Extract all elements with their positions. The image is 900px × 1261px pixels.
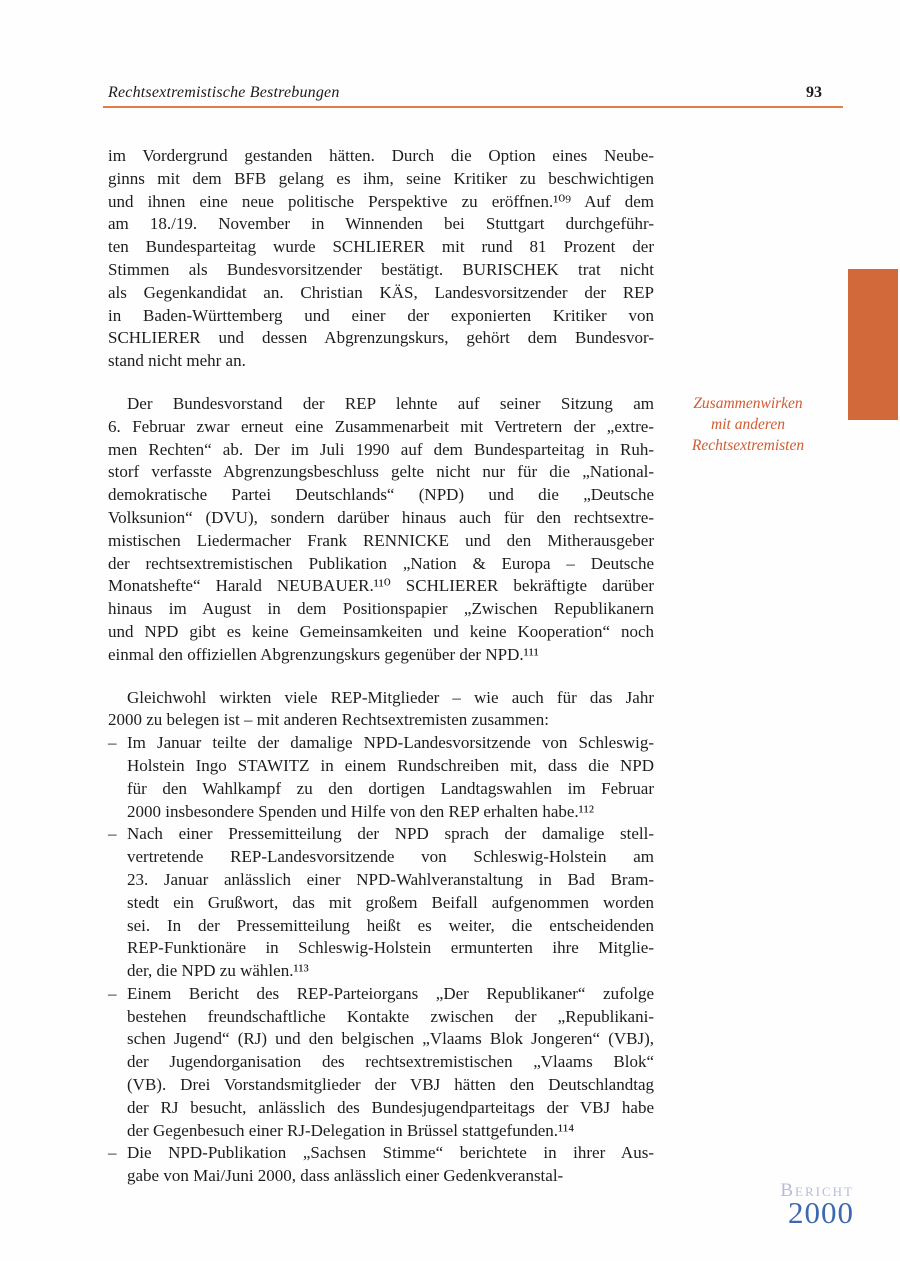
text-line: vertretende REP-Landesvorsitzende von Schleswig-Holstein am (127, 847, 654, 867)
text-line: Einem Bericht des REP-Parteiorgans „Der Republikaner“ zufolge (127, 983, 654, 1003)
text-line: storf verfasste Abgrenzungsbeschluss gelte nicht nur für die „National- (108, 462, 654, 482)
text-line: als Gegenkandidat an. Christian KÄS, Landesvorsitzender der REP (108, 282, 654, 302)
margin-note-line: Rechtsextremisten (691, 437, 805, 454)
page-number: 93 (806, 84, 822, 101)
paragraph (108, 393, 654, 667)
text-line: der RJ besucht, anlässlich des Bundesjugendparteitags der VBJ habe (127, 1097, 654, 1117)
text-line: 23. Januar anlässlich einer NPD-Wahlveranstaltung in Bad Bram- (127, 869, 654, 889)
text-line: einmal den offiziellen Abgrenzungskurs gegenüber der NPD.¹¹¹ (108, 644, 539, 664)
text-line: ten Bundesparteitag wurde SCHLIERER mit rund 81 Prozent der (108, 237, 654, 257)
text-line: gabe von Mai/Juni 2000, dass anlässlich einer Gedenkveranstal- (127, 1166, 564, 1186)
report-logo-bericht: Bericht (780, 1180, 854, 1201)
text-line: der rechtsextremistischen Publikation „Nation & Europa – Deutsche (108, 553, 654, 573)
text-line: 6. Februar zwar erneut eine Zusammenarbeit mit Vertretern der „extre- (108, 416, 654, 436)
text-line: mistischen Liedermacher Frank RENNICKE und den Mitherausgeber (108, 530, 654, 550)
text-line: bestehen freundschaftliche Kontakte zwischen der „Republikani- (127, 1006, 654, 1026)
text-line: Der Bundesvorstand der REP lehnte auf seiner Sitzung am (127, 393, 654, 413)
text-line: Stimmen als Bundesvorsitzender bestätigt. BURISCHEK trat nicht (108, 259, 654, 279)
text-line: REP-Funktionäre in Schleswig-Holstein ermunterten ihre Mitglie- (127, 938, 654, 958)
text-line: 2000 insbesondere Spenden und Hilfe von den REP erhalten habe.¹¹² (127, 801, 594, 821)
text-line: Nach einer Pressemitteilung der NPD sprach der damalige stell- (127, 824, 654, 844)
text-line: sei. In der Pressemitteilung heißt es weiter, die entscheidenden (127, 915, 654, 935)
report-logo (730, 1181, 854, 1228)
bullet-item (108, 732, 654, 823)
article (108, 145, 654, 1188)
dash-bullet-marker: – (108, 733, 117, 753)
margin-note (670, 393, 826, 456)
text-line: Gleichwohl wirkten viele REP-Mitglieder – wie auch für das Jahr (127, 687, 654, 707)
bullet-item (108, 823, 654, 983)
margin-note-line: mit anderen (711, 416, 785, 433)
text-line: schen Jugend“ (RJ) und den belgischen „Vlaams Blok Jongeren“ (VBJ), (127, 1029, 654, 1049)
text-line: der Jugendorganisation des rechtsextremistischen „Vlaams Blok“ (127, 1052, 654, 1072)
text-line: ginns mit dem BFB gelang es ihm, seine Kritiker zu beschwichtigen (108, 168, 654, 188)
text-line: und NPD gibt es keine Gemeinsamkeiten und keine Kooperation“ noch (108, 621, 654, 641)
dash-bullet-marker: – (108, 983, 117, 1003)
text-line: hinaus im August in dem Positionspapier „Zwischen Republikanern (108, 599, 654, 619)
report-logo-year: 2000 (788, 1195, 854, 1230)
text-line: und ihnen eine neue politische Perspektive zu eröffnen.¹⁰⁹ Auf dem (108, 191, 654, 211)
text-line: 2000 zu belegen ist – mit anderen Rechtsextremisten zusammen: (108, 710, 549, 730)
text-line: im Vordergrund gestanden hätten. Durch die Option eines Neube- (108, 146, 654, 165)
header-rule-line (103, 106, 843, 108)
text-line: Die NPD-Publikation „Sachsen Stimme“ berichtete in ihrer Aus- (127, 1143, 654, 1163)
text-line: stedt ein Grußwort, das mit großem Beifall aufgenommen worden (127, 892, 654, 912)
text-line: am 18./19. November in Winnenden bei Stuttgart durchgeführ- (108, 214, 654, 234)
text-line: der, die NPD zu wählen.¹¹³ (127, 961, 309, 981)
text-line: (VB). Drei Vorstandsmitglieder der VBJ hätten den Deutschlandtag (127, 1075, 654, 1095)
dash-bullet-marker: – (108, 1143, 117, 1163)
paragraph (108, 687, 654, 733)
bullet-item (108, 1142, 654, 1188)
margin-note-line: Zusammenwirken (693, 395, 803, 412)
text-line: in Baden-Württemberg und einer der exponierten Kritiker von (108, 305, 654, 325)
text-line: men Rechten“ ab. Der im Juli 1990 auf dem Bundesparteitag in Ruh- (108, 439, 654, 459)
chapter-thumb-tab (848, 269, 898, 420)
text-line: der Gegenbesuch einer RJ-Delegation in Brüssel stattgefunden.¹¹⁴ (127, 1120, 575, 1140)
running-header-title: Rechtsextremistische Bestrebungen (108, 84, 340, 101)
text-line: Monatshefte“ Harald NEUBAUER.¹¹⁰ SCHLIERER bekräftigte darüber (108, 576, 654, 596)
dash-bullet-marker: – (108, 824, 117, 844)
text-line: SCHLIERER und dessen Abgrenzungskurs, gehört dem Bundesvor- (108, 328, 654, 348)
text-line: demokratische Partei Deutschlands“ (NPD) und die „Deutsche (108, 485, 654, 505)
text-line: für den Wahlkampf zu den dortigen Landtagswahlen im Februar (127, 778, 654, 798)
text-line: Holstein Ingo STAWITZ in einem Rundschreiben mit, dass die NPD (127, 755, 654, 775)
text-line: Volksunion“ (DVU), sondern darüber hinaus auch für den rechtsextre- (108, 507, 654, 527)
paragraph (108, 145, 654, 373)
text-line: stand nicht mehr an. (108, 351, 246, 371)
bullet-item (108, 983, 654, 1143)
text-line: Im Januar teilte der damalige NPD-Landesvorsitzende von Schleswig- (127, 733, 654, 753)
